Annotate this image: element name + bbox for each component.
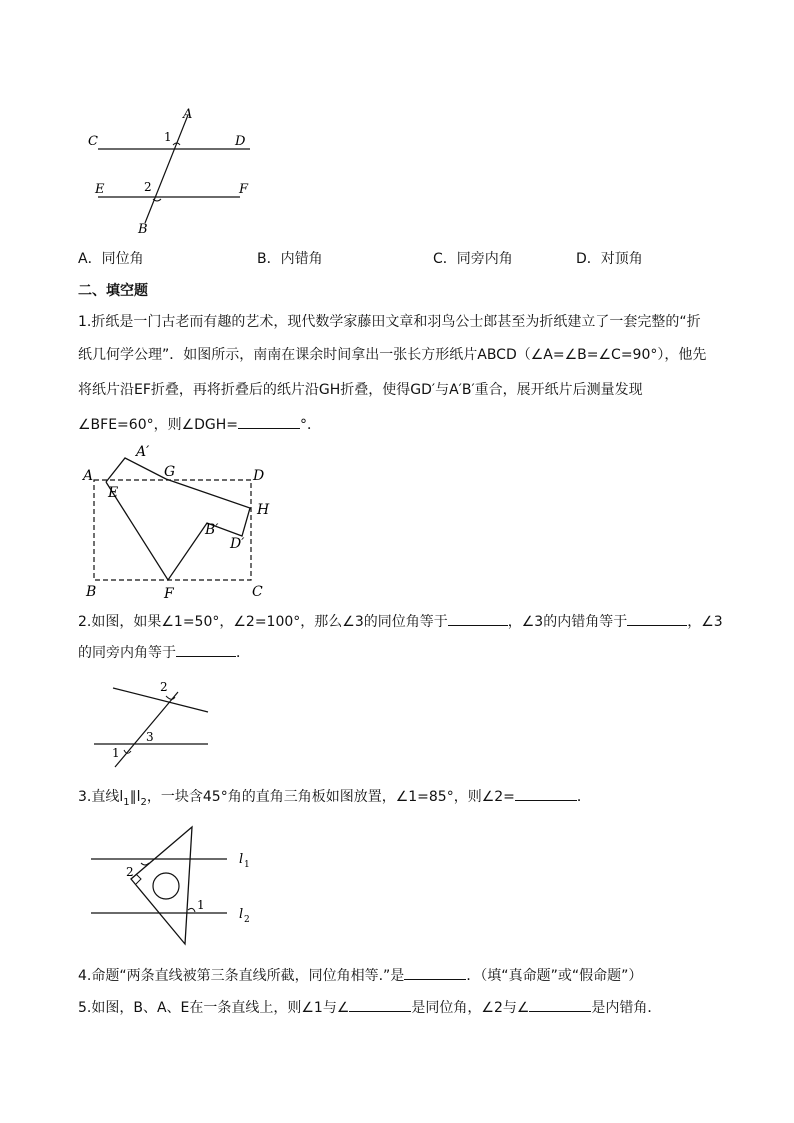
angle-1-label: 1 — [197, 898, 205, 912]
q4-line: 4.命题“两条直线被第三条直线所截，同位角相等.”是 ．（填“真命题”或“假命题”） — [78, 968, 643, 984]
angle-2-label: 2 — [160, 680, 168, 694]
label-B-prime: B′ — [205, 522, 219, 538]
q2-blank-3[interactable] — [176, 656, 236, 657]
q2-blank-1[interactable] — [448, 625, 508, 626]
option-d: D．对顶角 — [576, 251, 643, 267]
q2-blank-2[interactable] — [627, 625, 687, 626]
label-F: F — [239, 182, 249, 197]
q1-unit: °． — [300, 417, 322, 433]
label-D: D — [253, 468, 265, 484]
svg-text:1: 1 — [244, 860, 250, 870]
option-a: A．同位角 — [78, 251, 144, 267]
q1-text: ∠BFE=60°，则∠DGH= — [78, 417, 239, 433]
angle-1-label: 1 — [164, 130, 172, 144]
q2-line-2: 的同旁内角等于 ． — [78, 645, 250, 661]
svg-text:2: 2 — [244, 915, 250, 925]
q1-line-4 — [78, 415, 738, 435]
label-E: E — [108, 485, 119, 501]
line-l2-label: l — [239, 907, 244, 922]
figure-parallel-lines-transversal — [85, 105, 265, 240]
label-A-prime: A′ — [136, 444, 150, 460]
label-E: E — [95, 182, 105, 197]
section-title: 二、填空题 — [78, 283, 148, 299]
line-l1-label: l — [239, 852, 244, 867]
label-A: A — [183, 107, 193, 122]
q4-answer-blank[interactable] — [404, 979, 466, 980]
label-G: G — [164, 464, 176, 480]
q5-blank-2[interactable] — [529, 1011, 591, 1012]
q5-blank-1[interactable] — [349, 1011, 411, 1012]
q1-line-1: 1.折纸是一门古老而有趣的艺术，现代数学家藤田文章和羽鸟公士郎甚至为折纸建立了一套完整的“折 — [78, 314, 701, 330]
label-A: A — [83, 468, 94, 484]
q1-answer-blank[interactable] — [238, 428, 300, 429]
q3-line: 3.直线$l_1\parallel l_2$，一块含45°角的直角三角板如图放置，∠1=85°，则∠2= ． — [78, 789, 591, 808]
q2-line-1: 2.如图，如果∠1=50°，∠2=100°，那么∠3的同位角等于 ，∠3的内错角等于 ，∠3 — [78, 614, 723, 630]
q3-answer-blank[interactable] — [515, 800, 577, 801]
option-c: C．同旁内角 — [433, 251, 513, 267]
label-F: F — [164, 586, 174, 600]
angle-3-label: 3 — [146, 730, 154, 744]
q1-line-2: 纸几何学公理”．如图所示，南南在课余时间拿出一张长方形纸片ABCD（∠A=∠B=∠C=90°），他先 — [78, 347, 707, 363]
figure-three-lines — [88, 672, 218, 772]
q5-line: 5.如图，B、A、E在一条直线上，则∠1与∠ 是同位角，∠2与∠ 是内错角． — [78, 1000, 662, 1016]
angle-2-label: 2 — [144, 180, 152, 194]
label-D-prime: D′ — [230, 536, 245, 552]
angle-2-label: 2 — [126, 865, 134, 879]
label-H: H — [257, 502, 270, 518]
label-B: B — [86, 584, 97, 600]
label-B: B — [138, 222, 148, 237]
q1-line-3: 将纸片沿EF折叠，再将折叠后的纸片沿GH折叠，使得GD′与A′B′重合，展开纸片后测量发现 — [78, 382, 643, 398]
angle-1-label: 1 — [112, 746, 120, 760]
option-b: B．内错角 — [257, 251, 323, 267]
label-C: C — [252, 584, 263, 600]
figure-folded-rectangle — [78, 440, 278, 600]
figure-set-square-parallel — [85, 822, 265, 952]
label-D: D — [235, 134, 246, 149]
label-C: C — [88, 134, 98, 149]
